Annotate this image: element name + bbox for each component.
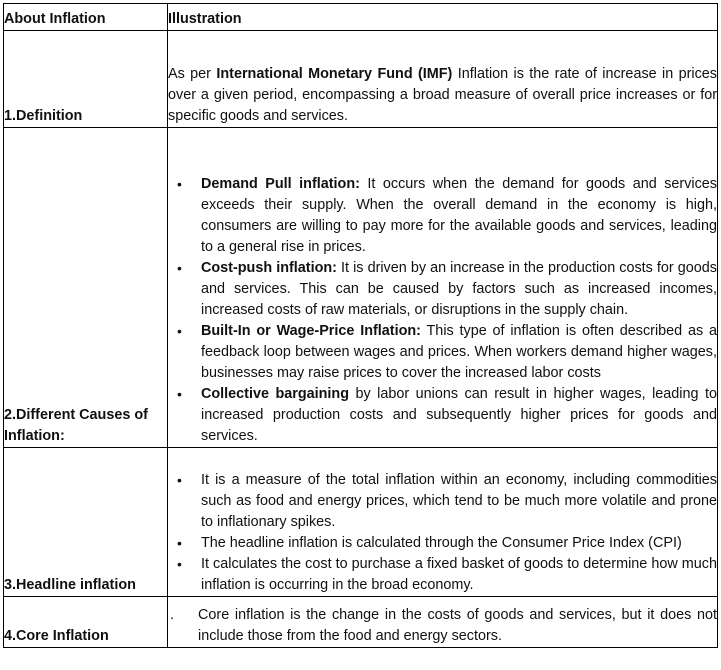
definition-text: As per International Monetary Fund (IMF) Inflation is the rate of increase in prices over a given period, encompassing a broad measure of overall price increases or for specific goods and services. [168,66,717,124]
core-cell [168,597,718,648]
header-illustration: Illustration [168,4,718,31]
table-row-causes [4,128,718,448]
row-label-causes: 2.Different Causes of Inflation: [4,128,168,448]
bullet-icon: • [177,472,182,488]
bullet-icon: • [177,323,182,339]
list-item: • It calculates the cost to purchase a fixed basket of goods to determine how much inflation is occurring in the broad economy. [177,556,717,593]
bullet-icon: • [177,176,182,192]
inflation-table [3,3,718,648]
definition-cell [168,31,718,128]
causes-cell [168,128,718,448]
table-row-core [4,597,718,648]
list-item: • Built-In or Wage-Price Inflation: This type of inflation is often described as a feedback loop between wages and prices. When workers demand higher wages, businesses may raise prices to cover the increased labor costs [177,323,717,381]
row-label-definition: 1.Definition [4,31,168,128]
list-item: • Collective bargaining by labor unions can result in higher wages, leading to increased production costs and subsequently higher prices for goods and services. [177,386,717,444]
row-label-headline: 3.Headline inflation [4,448,168,597]
list-item: • Cost-push inflation: It is driven by an increase in the production costs for goods and services. This can be caused by factors such as increased incomes, increased costs of raw materials, or disruptions in the supply chain. [177,260,717,318]
headline-list [168,470,717,596]
bullet-icon: • [177,556,182,572]
causes-list [168,174,717,447]
core-text: . Core inflation is the change in the costs of goods and services, but it does not include those from the food and energy sectors. [170,607,717,644]
table-row-headline [4,448,718,597]
row-label-core: 4.Core Inflation [4,597,168,648]
header-about-inflation: About Inflation [4,4,168,31]
table-header-row [4,4,718,31]
list-item: • Demand Pull inflation: It occurs when the demand for goods and services exceeds their supply. When the overall demand in the economy is high, consumers are willing to pay more for the available goods and services, leading to a general rise in prices. [177,176,717,255]
bullet-icon: • [177,386,182,402]
core-mark: . [170,607,174,623]
table-row-definition [4,31,718,128]
bullet-icon: • [177,535,182,551]
bullet-icon: • [177,260,182,276]
list-item: • The headline inflation is calculated through the Consumer Price Index (CPI) [168,533,717,554]
imf-name: International Monetary Fund (IMF) [216,66,453,82]
list-item: • It is a measure of the total inflation within an economy, including commodities such as food and energy prices, which tend to be much more volatile and prone to inflationary spikes. [177,472,717,530]
headline-cell [168,448,718,597]
